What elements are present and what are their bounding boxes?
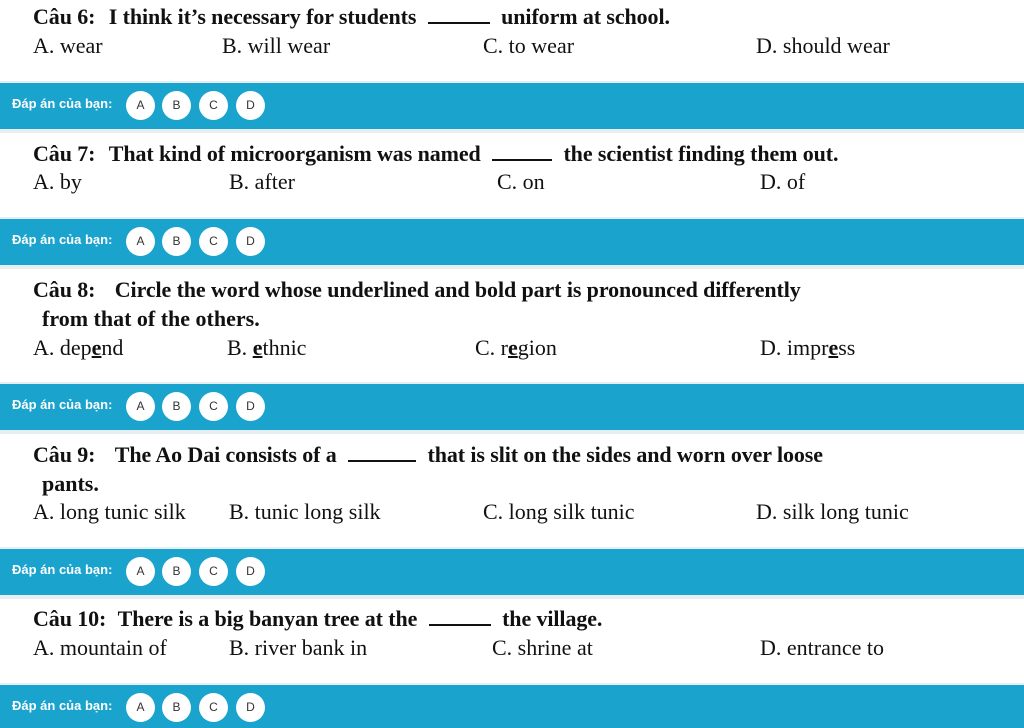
choice-c-button[interactable]: C (199, 392, 228, 421)
choice-a-button[interactable]: A (126, 227, 155, 256)
answer-label: Đáp án của bạn: (12, 562, 113, 577)
option-text: ss (838, 335, 856, 360)
question-10-stem (33, 606, 602, 632)
option-c: C. on (497, 169, 545, 194)
question-8-stem-continued: from that of the others. (42, 306, 260, 331)
answer-bar-q10 (0, 683, 1024, 728)
option-a: A. long tunic silk (33, 499, 186, 524)
question-8-stem (33, 277, 801, 303)
question-text: the scientist finding them out. (563, 141, 839, 166)
answer-label: Đáp án của bạn: (12, 397, 113, 412)
option-text: thnic (262, 335, 307, 360)
answer-label: Đáp án của bạn: (12, 232, 113, 247)
choice-b-button[interactable]: B (162, 557, 191, 586)
answer-label: Đáp án của bạn: (12, 698, 113, 713)
choice-b-button[interactable]: B (162, 227, 191, 256)
option-text: B. (227, 335, 253, 360)
question-text: That kind of microorganism was named (108, 141, 481, 166)
option-d: D. silk long tunic (756, 499, 909, 524)
question-text: the village. (502, 606, 603, 631)
choice-d-button[interactable]: D (236, 91, 265, 120)
option-text: gion (517, 335, 557, 360)
question-text: The Ao Dai consists of a (114, 442, 337, 467)
underlined-letter: e (91, 335, 102, 360)
choice-c-button[interactable]: C (199, 693, 228, 722)
question-6-stem (33, 4, 670, 30)
underlined-letter: e (508, 335, 518, 360)
choice-d-button[interactable]: D (236, 227, 265, 256)
question-number: Câu 9: (33, 442, 96, 467)
choice-a-button[interactable]: A (126, 392, 155, 421)
option-text: C. r (475, 335, 508, 360)
question-text: Circle the word whose underlined and bold part is pronounced differently (114, 277, 801, 302)
option-text: A. dep (33, 335, 92, 360)
answer-label: Đáp án của bạn: (12, 96, 113, 111)
question-number: Câu 6: (33, 4, 96, 29)
answer-blank (492, 141, 552, 161)
option-d: D. should wear (756, 33, 890, 58)
underlined-letter: e (828, 335, 839, 360)
answer-bar-q7 (0, 217, 1024, 269)
option-b: B. will wear (222, 33, 331, 58)
answer-bar-q8 (0, 382, 1024, 434)
option-a: A. by (33, 169, 82, 194)
choice-d-button[interactable]: D (236, 557, 265, 586)
option-a: A. wear (33, 33, 103, 58)
question-text: I think it’s necessary for students (108, 4, 417, 29)
question-9-stem (33, 442, 823, 468)
option-b: B. after (229, 169, 295, 194)
choice-c-button[interactable]: C (199, 227, 228, 256)
question-9-stem-continued: pants. (42, 471, 99, 496)
choice-c-button[interactable]: C (199, 91, 228, 120)
question-number: Câu 8: (33, 277, 96, 302)
question-number: Câu 7: (33, 141, 96, 166)
option-d: D. of (760, 169, 806, 194)
question-text: that is slit on the sides and worn over loose (427, 442, 823, 467)
answer-bar-q6 (0, 81, 1024, 133)
option-b: B. river bank in (229, 635, 368, 660)
answer-blank (429, 606, 491, 626)
answer-blank (348, 442, 416, 462)
option-c (475, 335, 557, 361)
answer-bar-q9 (0, 547, 1024, 599)
choice-b-button[interactable]: B (162, 693, 191, 722)
option-a: A. mountain of (33, 635, 167, 660)
choice-a-button[interactable]: A (126, 557, 155, 586)
option-b: B. tunic long silk (229, 499, 381, 524)
choice-d-button[interactable]: D (236, 392, 265, 421)
option-d (760, 335, 855, 361)
option-b (227, 335, 306, 361)
option-text: D. impr (760, 335, 829, 360)
question-number: Câu 10: (33, 606, 107, 631)
choice-b-button[interactable]: B (162, 91, 191, 120)
choice-d-button[interactable]: D (236, 693, 265, 722)
choice-b-button[interactable]: B (162, 392, 191, 421)
option-c: C. shrine at (492, 635, 593, 660)
question-7-stem (33, 141, 838, 167)
option-a (33, 335, 123, 361)
choice-c-button[interactable]: C (199, 557, 228, 586)
option-c: C. long silk tunic (483, 499, 635, 524)
question-text: uniform at school. (501, 4, 670, 29)
question-text: There is a big banyan tree at the (117, 606, 418, 631)
option-d: D. entrance to (760, 635, 884, 660)
choice-a-button[interactable]: A (126, 693, 155, 722)
choice-a-button[interactable]: A (126, 91, 155, 120)
option-text: nd (101, 335, 124, 360)
answer-blank (428, 4, 490, 24)
option-c: C. to wear (483, 33, 575, 58)
underlined-letter: e (252, 335, 263, 360)
